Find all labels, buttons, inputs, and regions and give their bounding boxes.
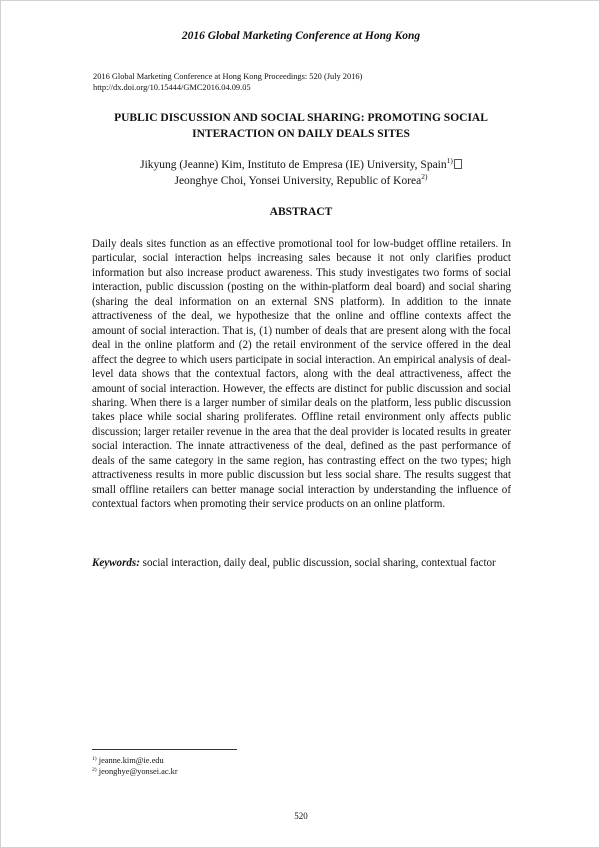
page-number: 520 xyxy=(294,811,308,821)
footnotes xyxy=(92,755,178,777)
footnote-divider xyxy=(92,749,237,750)
footnote-2-mark: 2) xyxy=(92,767,97,773)
keywords xyxy=(92,556,511,571)
author-2-affiliation: Jeonghye Choi, Yonsei University, Republic of Korea xyxy=(174,175,422,187)
author-1 xyxy=(41,157,561,173)
footnote-1 xyxy=(92,755,178,766)
doi-link[interactable]: http://dx.doi.org/10.15444/GMC2016.04.09.05 xyxy=(93,82,251,92)
footnote-2-email[interactable]: jeonghye@yonsei.ac.kr xyxy=(98,767,178,776)
proceedings-info xyxy=(93,72,362,93)
paper-title xyxy=(61,111,541,142)
author-1-footnote-mark: 1) xyxy=(446,156,453,165)
abstract-heading: ABSTRACT xyxy=(269,206,333,218)
running-header: 2016 Global Marketing Conference at Hong Kong xyxy=(181,30,421,42)
title-line-2: INTERACTION ON DAILY DEALS SITES xyxy=(192,127,410,140)
footnote-1-email[interactable]: jeanne.kim@ie.edu xyxy=(98,756,164,765)
title-line-1: PUBLIC DISCUSSION AND SOCIAL SHARING: PROMOTING SOCIAL xyxy=(114,112,488,124)
author-2 xyxy=(41,173,561,189)
proceedings-citation: 2016 Global Marketing Conference at Hong Kong Proceedings: 520 (July 2016) xyxy=(93,72,363,81)
author-list xyxy=(41,157,561,189)
missing-glyph-box-icon xyxy=(454,159,462,169)
abstract-text: Daily deals sites function as an effective promotional tool for low-budget offline retailers. In particular, social interaction helps increasing sales because it not only clarifies product information but also increase product awareness. This study investigates two forms of social interaction, public discussion (posting on the within-platform deal board) and social sharing (sharing the deal information on an external SNS platform). In addition to the innate attractiveness of the deal, we hypothesize that the online and offline contexts affect the amount of social interaction. That is, (1) number of deals that are present along with the focal deal in the online platform and (2) the retail environment of the service offered in the deal affect the degree to which users participate in social interaction. An empirical analysis of deal-level data shows that the contextual factors, along with the deal attractiveness, affect the amount of social interaction. However, the effects are distinct for public discussion and social sharing. When there is a larger number of similar deals on the platform, less public discussion takes place while social sharing proliferates. Offline retail environment only affects public discussion; larger retailer revenue in the area that the deal provider is located results in greater social interaction. The innate attractiveness of the deal, defined as the past performance of deals of the same category in the same region, has contrasting effect on the two types; high attractiveness results in more public discussion but less social share. The results suggest that small offline retailers can better manage social interaction by understanding the influence of contextual factors when promoting their service products on an online platform. xyxy=(92,238,511,511)
footnote-1-mark: 1) xyxy=(92,756,97,762)
keywords-label: Keywords: xyxy=(92,557,140,569)
footnote-2 xyxy=(92,766,178,777)
author-2-footnote-mark: 2) xyxy=(421,172,428,181)
keywords-text: social interaction, daily deal, public discussion, social sharing, contextual factor xyxy=(142,557,496,569)
author-1-affiliation: Jikyung (Jeanne) Kim, Instituto de Empresa (IE) University, Spain xyxy=(140,159,447,171)
